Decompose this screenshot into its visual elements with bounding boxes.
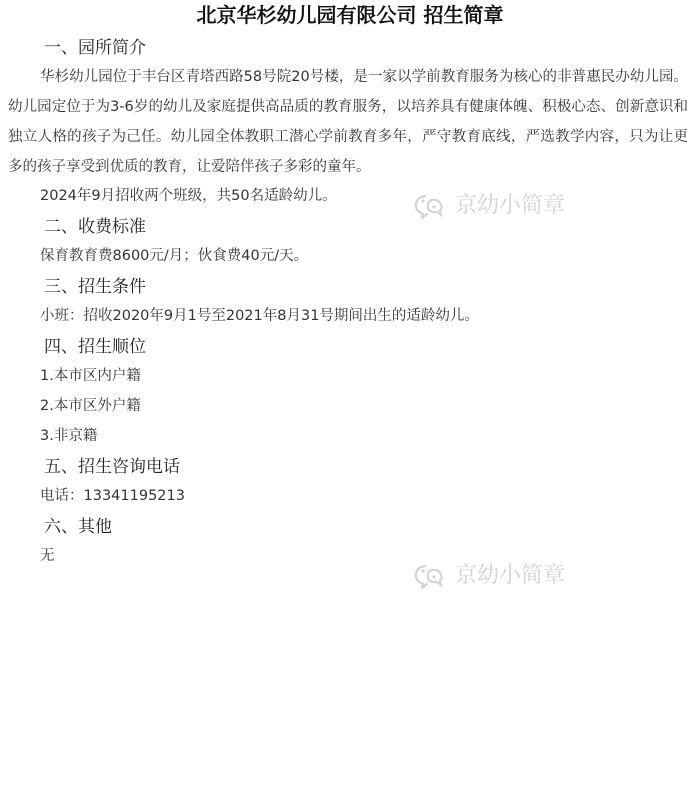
section-heading-conditions: 三、招生条件 bbox=[44, 277, 146, 297]
priority-item: 3.非京籍 bbox=[40, 428, 98, 444]
contact-phone-text: 电话：13341195213 bbox=[40, 488, 185, 504]
section-heading-priority: 四、招生顺位 bbox=[44, 337, 146, 357]
watermark-text: 京幼小简章 bbox=[455, 193, 566, 218]
watermark bbox=[413, 562, 565, 590]
section-heading-fees: 二、收费标准 bbox=[44, 217, 146, 237]
chat-bubble-logo-icon bbox=[413, 563, 447, 589]
conditions-text: 小班：招收2020年9月1号至2021年8月31号期间出生的适龄幼儿。 bbox=[40, 308, 479, 324]
priority-item: 2.本市区外户籍 bbox=[40, 398, 141, 414]
chat-bubble-logo-icon bbox=[413, 193, 447, 219]
priority-item: 1.本市区内户籍 bbox=[40, 368, 141, 384]
section-heading-intro: 一、园所简介 bbox=[44, 38, 146, 58]
watermark-text: 京幼小简章 bbox=[455, 563, 566, 588]
section-heading-other: 六、其他 bbox=[44, 517, 112, 537]
enrollment-plan-text: 2024年9月招收两个班级，共50名适龄幼儿。 bbox=[40, 188, 337, 204]
intro-paragraph: 华杉幼儿园位于丰台区青塔西路58号院20号楼，是一家以学前教育服务为核心的非普惠民办幼儿园。幼儿园定位于为3-6岁的幼儿及家庭提供高品质的教育服务，以培养具有健康体魄、积极心态、创新意识和独立人格的孩子为己任。幼儿园全体教职工潜心学前教育多年，严守教育底线，严选教学内容，只为让更多的孩子享受到优质的教育，让爱陪伴孩子多彩的童年。 bbox=[8, 69, 688, 175]
section-heading-contact: 五、招生咨询电话 bbox=[44, 457, 180, 477]
watermark bbox=[413, 192, 565, 220]
fees-text: 保育教育费8600元/月；伙食费40元/天。 bbox=[40, 248, 309, 264]
other-text: 无 bbox=[40, 548, 55, 564]
page-title: 北京华杉幼儿园有限公司 招生简章 bbox=[196, 3, 504, 27]
